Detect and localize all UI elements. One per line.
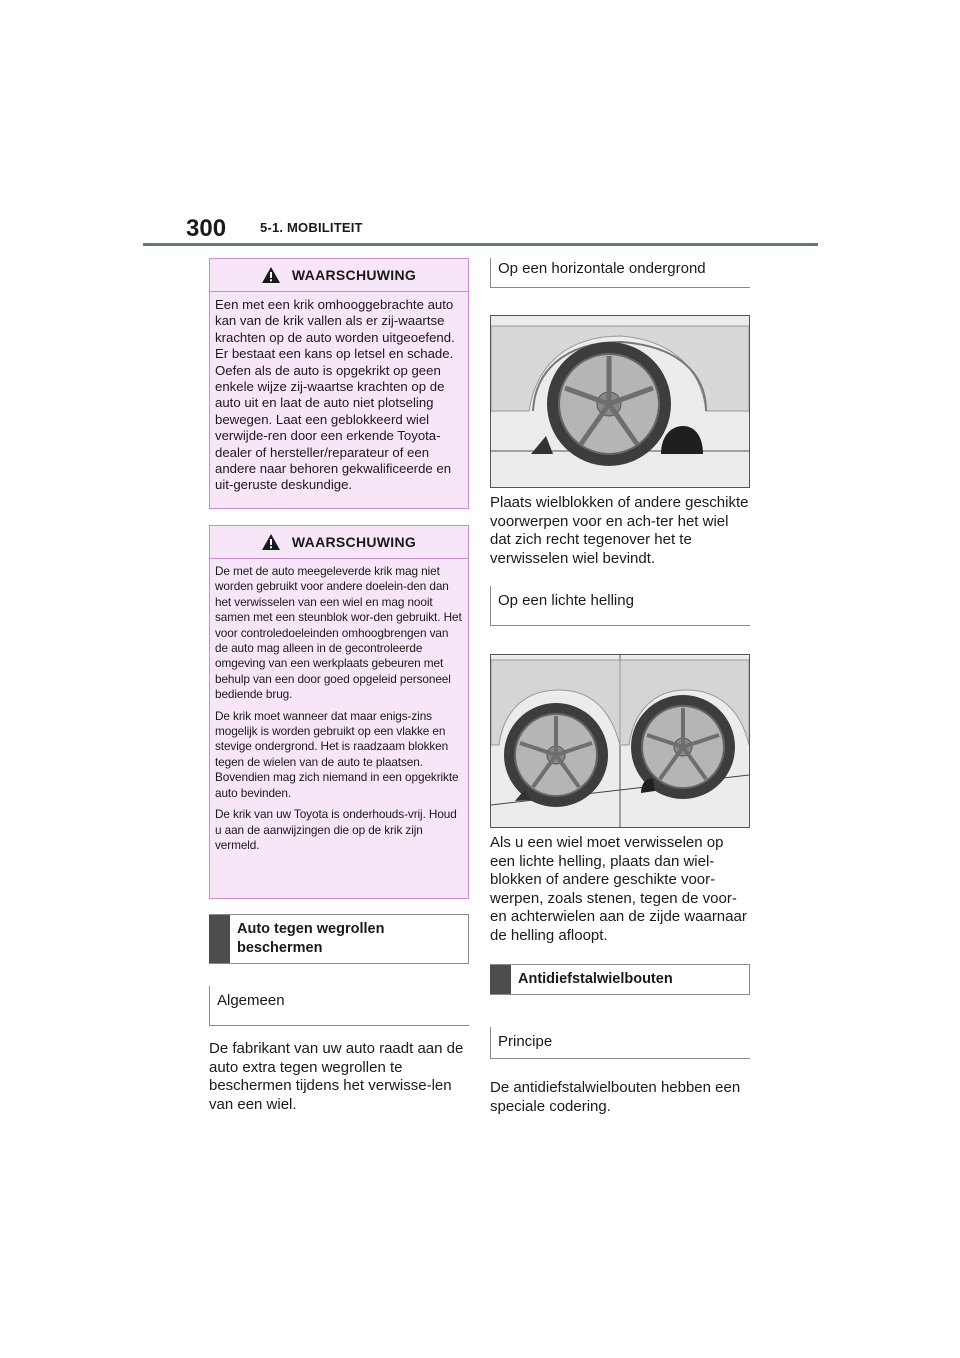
warning-paragraph: De met de auto meegeleverde krik mag niet worden gebruikt voor andere doelein-den dan het verwisselen van een wiel en mag nooit samen met een steunblok wor-den gebruikt. Het voor controledoeleinden omhoogbrengen van de auto mag alleen in de gecontroleerde omgeving van een werkplaats gebeuren met behulp van een door goed opgeleid personeel bediende brug. (215, 564, 462, 702)
wheel-chock-flat-illustration (491, 316, 749, 487)
warning-paragraph: De krik van uw Toyota is onderhouds-vrij. Houd u aan de aanwijzingen die op de krik zijn vermeld. (215, 807, 457, 852)
left-column (209, 258, 469, 1114)
figure-caption: Als u een wiel moet verwisselen op een lichte helling, plaats dan wiel-blokken of andere geschikte voor-werpen, zoals stenen, tegen de voor- en achterwielen aan de zijde waarnaar de helling afloopt. (490, 834, 747, 944)
warning-triangle-icon (262, 267, 280, 283)
subheading: Algemeen (209, 986, 469, 1026)
warning-text: Een met een krik omhooggebrachte auto kan van de krik vallen als er zij-waartse krachten op de auto worden uitgeoefend. Er bestaat een kans op letsel en schade. Oefen als de auto is opgekrikt op geen enkele wijze zij-waartse krachten op de auto uit en laat de auto niet plotseling bewegen. Laat een geblokkeerd wiel verwijde-ren door een erkende Toyota-dealer of hersteller/reparateur of een andere naar behoren gekwalificeerde en uit-geruste deskundige. (215, 297, 455, 493)
figure-horizontal-ground (490, 315, 750, 488)
section-title: Antidiefstalwielbouten (518, 971, 673, 987)
section-title: Auto tegen wegrollen beschermen (237, 921, 385, 956)
section-tab (490, 965, 511, 994)
section-heading (490, 964, 750, 995)
page-number: 300 (186, 215, 227, 242)
warning-triangle-icon (262, 534, 280, 550)
figure-slight-slope (490, 654, 750, 828)
section-heading (209, 914, 469, 964)
figure-caption: Plaats wielblokken of andere geschikte voorwerpen voor en ach-ter het wiel dat zich recht tegenover het te verwisselen wiel bevindt. (490, 494, 749, 567)
section-tab (209, 915, 230, 963)
body-paragraph: De antidiefstalwielbouten hebben een speciale codering. (490, 1079, 741, 1115)
subheading: Principe (490, 1027, 750, 1059)
warning-header (210, 526, 468, 559)
warning-box-2 (209, 525, 469, 899)
chapter-title: 5-1. MOBILITEIT (260, 220, 363, 235)
wheel-chock-slope-illustration (491, 655, 749, 827)
warning-title: WAARSCHUWING (291, 267, 417, 283)
header-rule (143, 243, 818, 246)
subheading: Op een lichte helling (490, 586, 750, 626)
warning-paragraph: De krik moet wanneer dat maar enigs-zins mogelijk is worden gebruikt op een vlakke en stevige ondergrond. Het is raadzaam blokken tegen de wielen van de auto te plaatsen. Bovendien mag zich niemand in een opgekrikte auto bevinden. (215, 708, 459, 800)
body-paragraph: De fabrikant van uw auto raadt aan de auto extra tegen wegrollen te beschermen tijdens het verwisse-len van een wiel. (209, 1040, 464, 1113)
warning-box-1 (209, 258, 469, 509)
right-column (490, 258, 750, 1116)
warning-header (210, 259, 468, 292)
subheading: Op een horizontale ondergrond (490, 258, 750, 288)
warning-title: WAARSCHUWING (291, 534, 417, 550)
